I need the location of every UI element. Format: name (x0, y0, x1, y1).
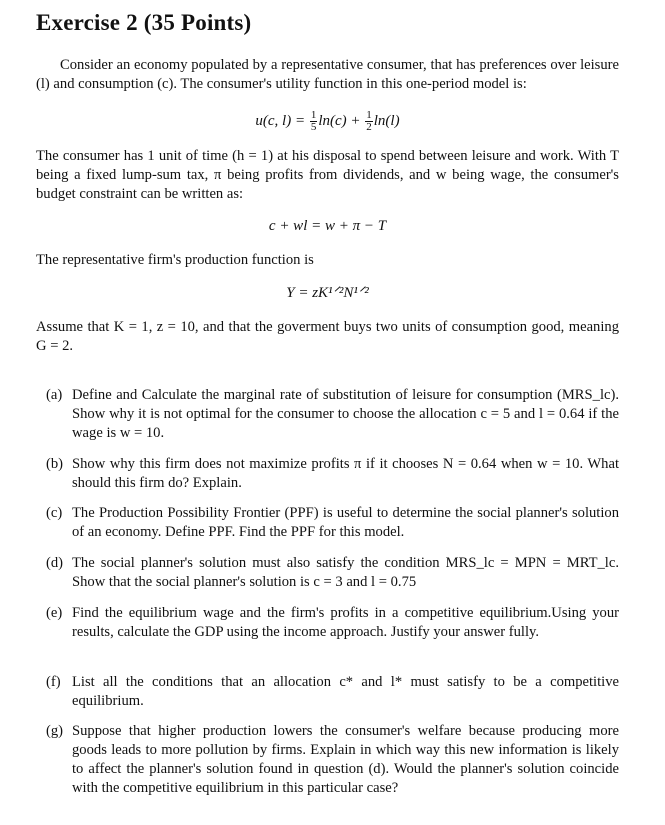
question-label: (g) (46, 723, 64, 739)
utility-lhs: u(c, l) = (255, 112, 306, 129)
intro-paragraph: Consider an economy populated by a representative consumer, that has preferences over leisure (l) and consumption (c). The consumer's utility function in this one-period model is: (36, 57, 619, 92)
question-text: Show why this firm does not maximize profits π if it chooses N = 0.64 when w = 10. What should this firm do? Explain. (72, 456, 619, 491)
question-label: (b) (46, 456, 64, 472)
utility-term-2: ln(l) (373, 112, 400, 129)
question-label: (a) (46, 387, 63, 403)
utility-equation (36, 110, 619, 133)
utility-frac2-num: 1 (366, 109, 372, 121)
utility-fraction-2 (365, 110, 373, 133)
time-paragraph: The consumer has 1 unit of time (h = 1) at his disposal to spend between leisure and work. With T being a fixed lump-sum tax, π being profits from dividends, and w being wage, the consumer's budget constraint can be written as: (36, 148, 619, 202)
question-text: Suppose that higher production lowers the consumer's welfare because producing more goods leads to more pollution by firms. Explain in which way this new information is likely to affect the planner's solution found in question (d). Would the planner's solution coincide with the competitive equilibrium in this particular case? (72, 723, 619, 796)
question-text: List all the conditions that an allocation c* and l* must satisfy to be a competitive equilibrium. (72, 674, 619, 709)
utility-frac1-den: 5 (310, 121, 317, 133)
question-text: The Production Possibility Frontier (PPF) is useful to determine the social planner's solution of an economy. Define PPF. Find the PPF for this model. (72, 505, 619, 540)
question-label: (d) (46, 555, 64, 571)
question-label: (e) (46, 605, 63, 621)
production-text: Y = zK¹ᐟ²N¹ᐟ² (286, 285, 369, 301)
firm-paragraph: The representative firm's production function is (36, 252, 314, 268)
question-label: (c) (46, 505, 63, 521)
question-label: (f) (46, 674, 61, 690)
utility-frac2-den: 2 (366, 121, 372, 133)
question-text: Find the equilibrium wage and the firm's profits in a competitive equilibrium.Using your results, calculate the GDP using the income approach. Justify your answer fully. (72, 605, 619, 640)
utility-fraction-1 (310, 110, 318, 133)
exercise-title: Exercise 2 (35 Points) (36, 10, 252, 35)
question-text: Define and Calculate the marginal rate of substitution of leisure for consumption (MRS_lc). Show why it is not optimal for the consumer to choose the allocation c = 5 and l = 0.64 if the wage is w = 10. (72, 387, 619, 441)
utility-term-1: ln(c) + (318, 112, 361, 129)
budget-text: c + wl = w + π − T (268, 218, 387, 234)
budget-equation (36, 218, 619, 235)
production-equation (36, 283, 619, 302)
assumption-paragraph: Assume that K = 1, z = 10, and that the goverment buys two units of consumption good, meaning G = 2. (36, 319, 619, 354)
utility-frac1-num: 1 (310, 109, 317, 121)
question-text: The social planner's solution must also satisfy the condition MRS_lc = MPN = MRT_lc. Show that the social planner's solution is c = 3 and l = 0.75 (72, 555, 619, 590)
